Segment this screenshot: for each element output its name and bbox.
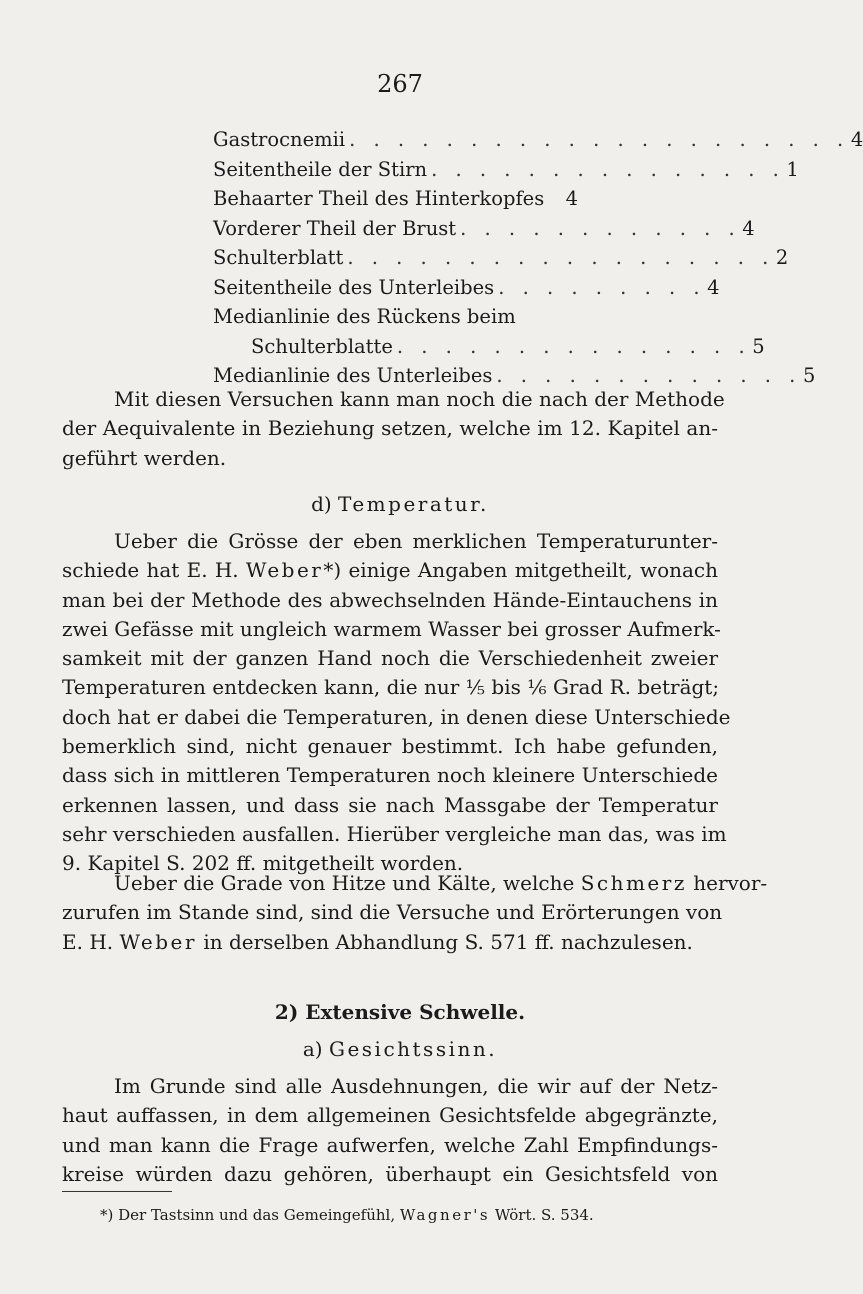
paragraph: Ueber die Grade von Hitze und Kälte, welche Schmerz hervor- zurufen im Stande sind, sind die Versuche und Erörterungen von E. H. Weber in derselben Abhandlung S. 571 ff. nachzulesen.: [62, 871, 768, 954]
row-label: Gastrocnemii: [213, 128, 346, 151]
paragraph: Ueber die Grösse der eben merklichen Temperaturunter- schiede hat E. H. Weber*) einige Angaben mitgetheilt, wonach man bei der Methode des abwechselnden Hände-Eintauchens in zwei Gefässe mit ungleich warmem Wasser bei grosser Aufmerk- samkeit mit der ganzen Hand noch die Verschiedenheit zweier Temperaturen entdecken kann, die nur ⅕ bis ⅙ Grad R. beträgt; doch hat er dabei die Temperaturen, in denen diese Unterschiede bemerklich sind, nicht genauer bestimmt. Ich habe gefunden, dass sich in mittleren Temperaturen noch kleinere Unterschiede erkennen lassen, und dass sie nach Massgabe der Temperatur sehr verschieden ausfallen. Hierüber vergleiche man das, was im 9. Kapitel S. 202 ff. mitgetheilt worden.: [62, 529, 731, 876]
row-label: Schulterblatte: [251, 334, 393, 358]
footnote: *) Der Tastsinn und das Gemeingefühl, Wagner's Wört. S. 534.: [100, 1206, 594, 1224]
row-label: Medianlinie des Unterleibes: [213, 364, 493, 387]
table-row: Seitentheile des Unterleibes . . . . . . . . . 4: [213, 275, 720, 299]
row-value: 4: [565, 187, 578, 210]
footnote-rule: [62, 1191, 172, 1192]
table-row: Vorderer Theil der Brust . . . . . . . . . . . . 4: [213, 216, 755, 240]
row-label: Seitentheile der Stirn: [213, 157, 428, 181]
table-row: Medianlinie des Unterleibes . . . . . . . . . . . . . 5: [213, 364, 816, 387]
row-label: Medianlinie des Rückens beim: [213, 305, 516, 328]
row-value: 1: [786, 157, 799, 181]
table-row: [213, 305, 578, 335]
row-value: 5: [802, 364, 816, 387]
row-value: 4: [850, 128, 863, 151]
table-row: Schulterblatte . . . . . . . . . . . . . . . 5: [251, 334, 765, 358]
row-label: Seitentheile des Unterleibes: [213, 275, 495, 299]
table-row: [213, 187, 578, 217]
section-heading-extensive: 2) Extensive Schwelle.: [274, 1000, 526, 1024]
page-number: 267: [377, 70, 423, 98]
table-row: Schulterblatt . . . . . . . . . . . . . . . . . . 2: [213, 246, 789, 269]
table-row: Seitentheile der Stirn . . . . . . . . . . . . . . . 1: [213, 157, 799, 181]
section-heading-temperature: d) Temperatur.: [311, 492, 489, 516]
row-label: Behaarter Theil des Hinterkopfes: [213, 187, 545, 210]
row-value: 4: [742, 216, 755, 240]
paragraph: Mit diesen Versuchen kann man noch die nach der Methode der Aequivalente in Beziehung setzen, welche im 12. Kapitel an- geführt werden.: [62, 387, 725, 470]
row-value: 2: [775, 246, 789, 269]
paragraph: Im Grunde sind alle Ausdehnungen, die wir auf der Netz- haut auffassen, in dem allgemeinen Gesichtsfelde abgegränzte, und man kann die Frage aufwerfen, welche Zahl Empfindungs- kreise würden dazu gehören, überhaupt ein Gesichtsfeld von: [62, 1074, 718, 1186]
row-value: 4: [707, 275, 720, 299]
row-label: Vorderer Theil der Brust: [213, 216, 457, 240]
row-label: Schulterblatt: [213, 246, 344, 269]
row-value: 5: [752, 334, 765, 358]
sensitivity-table: [213, 128, 863, 394]
section-heading-vision: a) Gesichtssinn.: [302, 1037, 498, 1061]
author-name: Weber: [245, 558, 324, 583]
emphasis: Schmerz: [580, 871, 687, 895]
table-row: Gastrocnemii . . . . . . . . . . . . . . . . . . . . . 4: [213, 128, 863, 151]
author-name: Weber: [119, 929, 197, 954]
